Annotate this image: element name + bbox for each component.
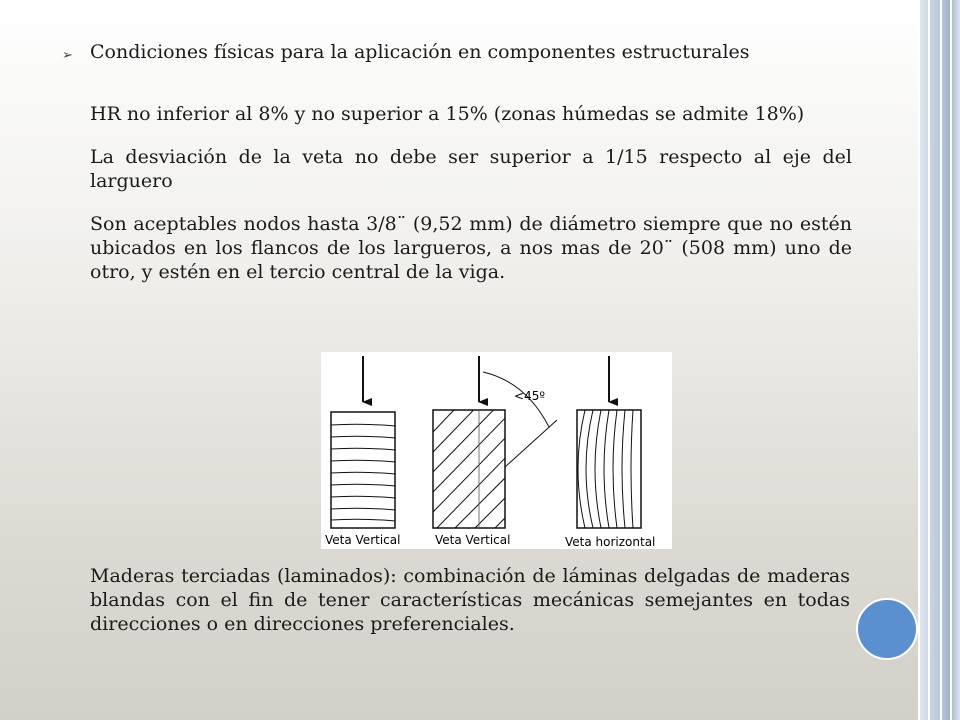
bullet-text: Condiciones físicas para la aplicación en componentes estructurales bbox=[90, 41, 750, 63]
decorative-line bbox=[940, 0, 942, 720]
paragraph-knots: Son aceptables nodos hasta 3/8¨ (9,52 mm) de diámetro siempre que no estén ubicados en los flancos de los largueros, a nos mas de 20¨ (508 mm) uno de otro, y estén en el tercio central de la viga. bbox=[90, 213, 852, 283]
arrow-bullet-icon: ➢ bbox=[62, 48, 73, 63]
caption-2: Veta Vertical bbox=[435, 533, 511, 547]
decorative-line bbox=[928, 0, 930, 720]
grain-direction-figure bbox=[321, 352, 672, 549]
caption-1: Veta Vertical bbox=[325, 533, 401, 547]
angle-label: <45º bbox=[514, 389, 545, 403]
paragraph-plywood: Maderas terciadas (laminados): combinación de láminas delgadas de maderas blandas con el fin de tener características mecánicas semejantes en todas direcciones o en direcciones preferenciales. bbox=[90, 565, 850, 635]
paragraph-grain-deviation: La desviación de la veta no debe ser superior a 1/15 respecto al eje del larguero bbox=[90, 146, 852, 192]
caption-3: Veta horizontal bbox=[565, 535, 656, 549]
grain-direction-line bbox=[505, 420, 557, 467]
decorative-circle bbox=[856, 598, 918, 660]
right-decorative-band bbox=[918, 0, 960, 720]
bullet-item bbox=[62, 40, 852, 68]
content-block bbox=[62, 40, 852, 296]
wood-block-1 bbox=[331, 412, 395, 528]
decorative-line bbox=[950, 0, 952, 720]
paragraph-humidity: HR no inferior al 8% y no superior a 15% (zonas húmedas se admite 18%) bbox=[90, 103, 805, 125]
grain-diagram bbox=[321, 352, 672, 549]
